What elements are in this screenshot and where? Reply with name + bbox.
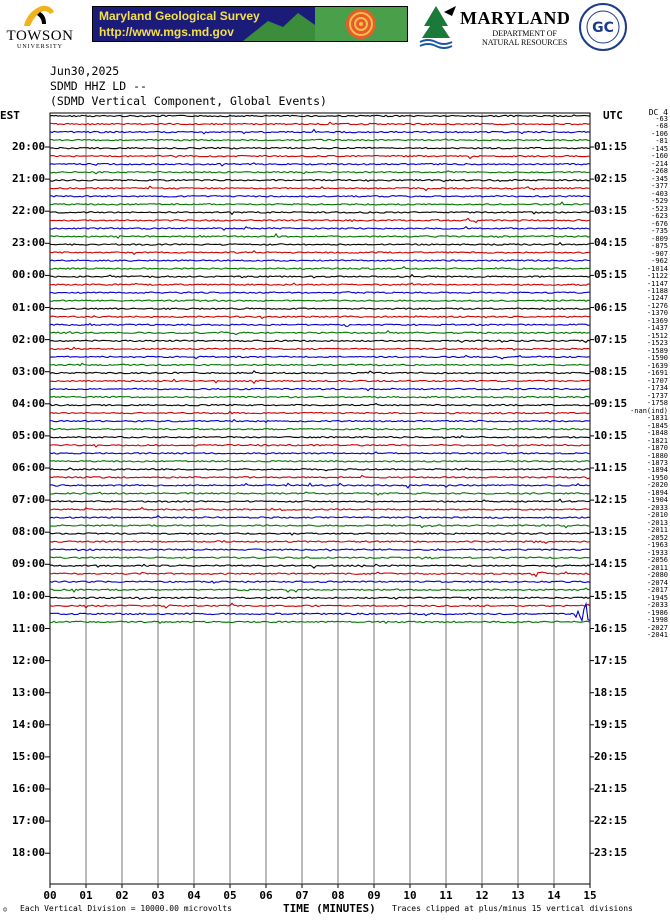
seismic-trace (50, 227, 590, 231)
dc-offset-label: -1707 (646, 376, 668, 385)
utc-tick-label: 01:15 (594, 140, 628, 153)
dc-axis-label: DC 4 (648, 108, 668, 117)
helicorder-date: Jun30,2025 (50, 64, 120, 78)
utc-tick-label: 20:15 (594, 749, 628, 763)
dc-offset-label: -1933 (646, 548, 668, 557)
seismic-trace (50, 564, 590, 568)
utc-tick-label: 10:15 (594, 428, 628, 442)
seismic-trace (50, 218, 590, 222)
seismic-trace (50, 155, 590, 158)
footer-scale: Each Vertical Division = 10000.00 microvolts (20, 904, 232, 913)
est-tick-label: 14:00 (12, 717, 46, 731)
dc-offset-label: -81 (655, 137, 668, 146)
est-tick-label: 18:00 (12, 846, 46, 860)
seismic-trace (50, 436, 590, 439)
utc-axis-label: UTC (603, 109, 623, 122)
dc-offset-label: -2074 (646, 578, 668, 587)
dc-offset-label: -1950 (646, 473, 668, 482)
dc-offset-label: -2041 (646, 631, 668, 639)
seismic-trace (50, 115, 590, 117)
minute-tick-label: 03 (151, 889, 165, 902)
mgs-url-link[interactable]: http://www.mgs.md.gov (99, 25, 234, 39)
dc-offset-label: -1894 (646, 466, 668, 475)
dc-offset-label: -529 (651, 197, 668, 206)
dc-offset-label: -2011 (646, 526, 668, 535)
utc-tick-label: 19:15 (594, 717, 628, 731)
dc-offset-label: -1512 (646, 331, 668, 340)
est-tick-label: 13:00 (12, 685, 46, 699)
x-axis-title: TIME (MINUTES) (283, 902, 376, 915)
seismic-trace (50, 483, 590, 488)
seismic-trace (50, 171, 590, 174)
minute-tick-label: 07 (295, 889, 309, 902)
seismic-trace (50, 234, 590, 238)
seismic-trace (50, 340, 590, 342)
garrett-monogram: GC (592, 20, 614, 36)
dc-offset-label: -1691 (646, 369, 668, 378)
seismic-trace (50, 163, 590, 166)
est-tick-label: 12:00 (12, 653, 46, 667)
est-tick-label: 23:00 (12, 236, 46, 250)
est-tick-label: 11:00 (12, 621, 46, 635)
utc-tick-label: 12:15 (594, 493, 628, 507)
dc-offset-label: -1986 (646, 608, 668, 617)
seismic-trace (50, 428, 590, 429)
est-tick-label: 22:00 (12, 204, 46, 218)
est-tick-label: 05:00 (12, 428, 46, 442)
est-tick-label: 20:00 (12, 140, 46, 153)
seismic-trace (50, 420, 590, 423)
minute-tick-label: 09 (367, 889, 381, 902)
utc-tick-label: 11:15 (594, 461, 628, 474)
dc-offset-label: -2011 (646, 563, 668, 572)
seismic-trace (50, 324, 590, 327)
dc-offset-label: -160 (651, 152, 668, 161)
dc-offset-label: -403 (651, 189, 668, 198)
minute-tick-label: 06 (259, 889, 273, 902)
dc-offset-label: -2052 (646, 533, 668, 542)
seismic-trace (50, 452, 590, 455)
minute-tick-label: 02 (115, 889, 129, 902)
dc-offset-label: -2013 (646, 518, 668, 527)
utc-tick-label: 13:15 (594, 525, 628, 539)
seismic-trace (50, 267, 590, 270)
dc-offset-label: -1369 (646, 316, 668, 325)
est-tick-label: 17:00 (12, 814, 46, 828)
dc-offset-label: -1831 (646, 414, 668, 423)
seismic-trace (50, 371, 590, 374)
seismic-trace (50, 130, 590, 134)
utc-tick-label: 22:15 (594, 814, 628, 828)
dc-offset-label: -2056 (646, 556, 668, 565)
dc-offset-label: -1894 (646, 488, 668, 497)
minute-tick-label: 14 (547, 889, 561, 902)
dc-offset-label: -1437 (646, 324, 668, 333)
utc-tick-label: 16:15 (594, 621, 628, 635)
seismic-trace (50, 388, 590, 390)
seismic-trace (50, 516, 590, 519)
dc-offset-label: -2080 (646, 571, 668, 580)
towson-name: TOWSON (6, 28, 74, 44)
est-tick-label: 09:00 (12, 557, 46, 571)
dc-offset-label: -2010 (646, 511, 668, 520)
minute-tick-label: 08 (331, 889, 345, 902)
seismic-trace (50, 525, 590, 528)
dc-offset-label: -1873 (646, 459, 668, 467)
seismic-trace (50, 475, 590, 478)
footer-mark: ☺ (3, 906, 8, 914)
est-tick-label: 01:00 (12, 300, 46, 314)
seismic-trace (50, 347, 590, 350)
dc-offset-label: -345 (651, 174, 668, 183)
dc-offset-label: -1945 (646, 593, 668, 602)
seismic-trace (50, 202, 590, 205)
seismic-trace (50, 403, 590, 405)
dc-offset-label: -145 (651, 144, 668, 153)
seismic-trace (50, 597, 590, 600)
dnr-name: MARYLAND (460, 8, 571, 28)
utc-tick-label: 06:15 (594, 300, 628, 314)
dc-offset-label: -1998 (646, 616, 668, 625)
seismic-trace (50, 212, 590, 215)
seismic-trace (50, 363, 590, 365)
utc-tick-label: 14:15 (594, 557, 628, 571)
dc-offset-label: -68 (655, 122, 668, 131)
seismic-trace (50, 557, 590, 559)
seismic-trace (50, 122, 590, 125)
dc-offset-label: -1963 (646, 541, 668, 550)
dc-offset-label: -1589 (646, 346, 668, 355)
dc-offset-label: -106 (651, 129, 668, 138)
seismic-trace (50, 147, 590, 149)
seismic-trace (50, 180, 590, 182)
minute-tick-label: 04 (187, 889, 201, 902)
dc-offset-label: -523 (651, 204, 668, 213)
dnr-subtitle-line-2: NATURAL RESOURCES (482, 38, 568, 47)
est-tick-label: 00:00 (12, 268, 46, 282)
dc-offset-label: -1523 (646, 339, 668, 348)
est-tick-label: 02:00 (12, 332, 46, 346)
dc-offset-label: -2033 (646, 503, 668, 512)
est-axis-label: EST (0, 109, 20, 122)
dc-offset-label: -63 (655, 115, 668, 123)
dc-offset-label: -214 (651, 159, 668, 168)
dc-offset-label: -2017 (646, 586, 668, 595)
towson-subtitle: UNIVERSITY (17, 44, 63, 50)
dc-offset-label: -377 (651, 182, 668, 191)
seismic-trace (50, 572, 590, 577)
dc-offset-label: -907 (651, 249, 668, 258)
est-tick-label: 15:00 (12, 749, 46, 763)
seismic-trace (50, 468, 590, 471)
dc-offset-label: -1276 (646, 301, 668, 310)
seismic-trace (50, 411, 590, 413)
minute-tick-label: 05 (223, 889, 237, 902)
seismic-trace (50, 541, 590, 544)
utc-tick-label: 21:15 (594, 782, 628, 795)
seismic-trace (50, 461, 590, 462)
seismic-trace (50, 588, 590, 592)
dc-offset-label: -1188 (646, 287, 668, 295)
dc-offset-label: -1014 (646, 264, 668, 273)
dc-offset-label: -1734 (646, 384, 668, 393)
dc-offset-label: -268 (651, 167, 668, 176)
seismic-trace (50, 445, 590, 447)
seismic-trace (50, 533, 590, 535)
dc-offset-label: -1845 (646, 421, 668, 430)
dc-offset-label: -1880 (646, 451, 668, 460)
dc-offset-label: -2027 (646, 623, 668, 632)
seismic-trace (50, 603, 590, 608)
helicorder-station: SDMD HHZ LD -- (50, 79, 147, 93)
est-tick-label: 16:00 (12, 782, 46, 795)
seismic-trace (50, 186, 590, 190)
seismic-trace (50, 355, 590, 358)
dc-offset-label: -809 (651, 234, 668, 243)
seismic-trace (50, 499, 590, 502)
dc-offset-label: -962 (651, 257, 668, 266)
dc-offset-label: -1639 (646, 361, 668, 370)
dc-offset-label: -1370 (646, 309, 668, 318)
minute-tick-label: 13 (511, 889, 525, 902)
seismic-trace (50, 621, 590, 623)
helicorder-component: (SDMD Vertical Component, Global Events) (50, 94, 327, 108)
utc-tick-label: 03:15 (594, 204, 628, 218)
seismic-trace (50, 243, 590, 245)
minute-tick-label: 01 (79, 889, 93, 902)
seismic-trace (50, 260, 590, 261)
minute-tick-label: 15 (583, 889, 597, 902)
utc-tick-label: 17:15 (594, 653, 628, 667)
seismic-trace (50, 139, 590, 141)
minute-tick-label: 11 (439, 889, 453, 902)
minute-tick-label: 12 (475, 889, 489, 902)
dc-offset-label: -1247 (646, 294, 668, 303)
dc-offset-label: -1147 (646, 279, 668, 288)
seismic-trace (50, 300, 590, 302)
utc-tick-label: 02:15 (594, 172, 628, 186)
utc-tick-label: 23:15 (594, 846, 628, 860)
minute-tick-label: 00 (43, 889, 57, 902)
est-tick-label: 08:00 (12, 525, 46, 539)
seismic-trace (50, 275, 590, 278)
utc-tick-label: 05:15 (594, 268, 628, 282)
seismic-trace (50, 283, 590, 285)
seismic-trace (50, 379, 590, 383)
est-tick-label: 07:00 (12, 493, 46, 507)
dc-offset-label: -623 (651, 212, 668, 221)
dc-offset-label: -676 (651, 219, 668, 228)
utc-tick-label: 08:15 (594, 364, 628, 378)
dc-offset-label: -1904 (646, 496, 668, 505)
utc-tick-label: 15:15 (594, 589, 628, 603)
seismic-trace (50, 308, 590, 309)
est-tick-label: 03:00 (12, 364, 46, 378)
mgs-title: Maryland Geological Survey (99, 9, 260, 23)
dc-offset-label: -1122 (646, 272, 668, 281)
dc-offset-label: -1870 (646, 444, 668, 453)
utc-tick-label: 18:15 (594, 685, 628, 699)
seismic-trace (50, 196, 590, 197)
dc-offset-label: -1758 (646, 399, 668, 408)
minute-tick-label: 10 (403, 889, 417, 902)
seismic-trace (50, 331, 590, 335)
utc-tick-label: 07:15 (594, 332, 628, 346)
seismic-trace (50, 316, 590, 319)
est-tick-label: 21:00 (12, 172, 46, 186)
est-tick-label: 06:00 (12, 461, 46, 474)
seismic-trace (50, 251, 590, 255)
dc-offset-label: -2033 (646, 601, 668, 610)
est-tick-label: 10:00 (12, 589, 46, 603)
dnr-subtitle-line-1: DEPARTMENT OF (492, 29, 557, 38)
utc-tick-label: 09:15 (594, 396, 628, 410)
seismic-trace (50, 549, 590, 551)
seismic-trace (50, 492, 590, 495)
dc-offset-label: -nan(ind) (630, 406, 668, 415)
seismic-trace (50, 292, 590, 294)
dc-offset-label: -2020 (646, 481, 668, 490)
seismic-trace (50, 396, 590, 398)
dc-offset-label: -1590 (646, 354, 668, 363)
dc-offset-label: -1821 (646, 436, 668, 445)
utc-tick-label: 04:15 (594, 236, 628, 250)
seismic-trace (50, 507, 590, 510)
dc-offset-label: -1737 (646, 391, 668, 400)
dc-offset-label: -875 (651, 242, 668, 251)
seismic-trace (50, 581, 590, 583)
dc-offset-label: -1848 (646, 429, 668, 438)
dc-offset-label: -735 (651, 227, 668, 236)
est-tick-label: 04:00 (12, 396, 46, 410)
footer-clip-note: Traces clipped at plus/minus 15 vertical divisions (392, 904, 633, 913)
